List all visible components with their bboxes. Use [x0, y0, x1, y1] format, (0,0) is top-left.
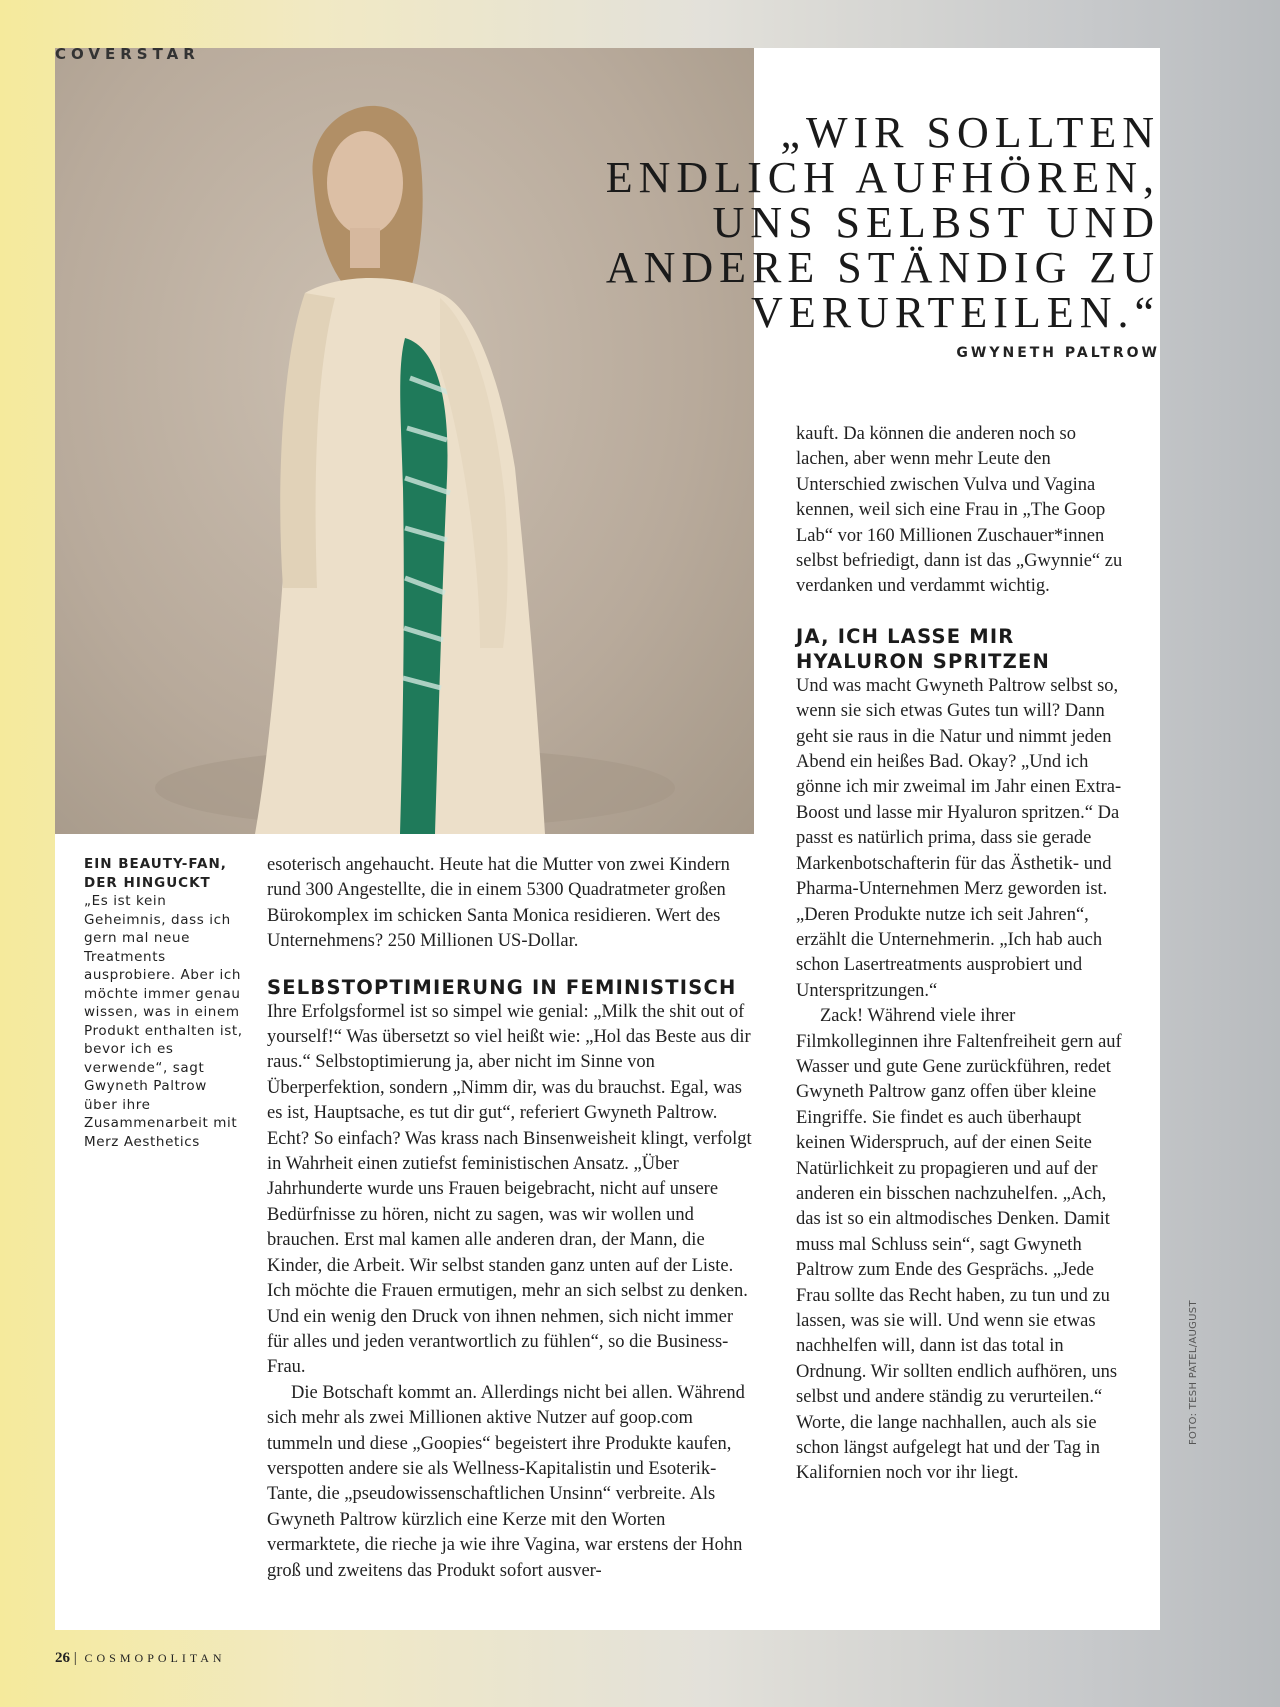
article-column-left [267, 853, 757, 1584]
page-footer [55, 1650, 226, 1667]
quote-line: ANDERE STÄNDIG ZU [605, 243, 1160, 292]
section-label: COVERSTAR [55, 45, 200, 63]
article-paragraph: kauft. Da können die anderen noch so lachen, aber wenn mehr Leute den Unterschied zwischen Vulva und Vagina kennen, weil sich eine Frau in „The Goop Lab“ vor 160 Millionen Zuschauer*innen selbst befriedigt, dann ist das „Gwynnie“ zu verdanken und verdammt wichtig. [796, 424, 1123, 597]
article-subhead: SELBSTOPTIMIERUNG IN FEMINISTISCH [267, 975, 737, 999]
quote-line: VERURTEILEN.“ [751, 288, 1160, 337]
quote-line: ENDLICH AUFHÖREN, [605, 153, 1160, 202]
pull-quote [560, 110, 1160, 335]
quote-line: „WIR SOLLTEN [780, 108, 1160, 157]
magazine-name: COSMOPOLITAN [84, 1651, 226, 1665]
quote-author: GWYNETH PALTROW [956, 345, 1160, 361]
photo-caption [84, 855, 244, 1151]
photo-credit: FOTO: TESH PATEL/AUGUST [1188, 1300, 1199, 1445]
article-paragraph: Zack! Während viele ihrer Filmkolleginnen ihre Faltenfreiheit gern auf Wasser und gute Gene zurückführen, redet Gwyneth Paltrow ganz offen über kleine Eingriffe. Sie findet es auch überhaupt keinen Widerspruch, auf der einen Seite Natürlichkeit zu propagieren und auf der anderen ein bisschen nachzuhelfen. „Ach, das ist so ein altmodisches Denken. Damit muss mal Schluss sein“, sagt Gwyneth Paltrow zum Ende des Gesprächs. „Jede Frau sollte das Recht haben, zu tun und zu lassen, was sie will. Und wenn sie etwas nachhelfen will, dann ist das total in Ordnung. Wir sollten endlich aufhören, uns selbst und andere ständig zu verurteilen.“ Worte, die lange nachhallen, auch als sie schon längst aufgelegt hat und der Tag in Kalifornien noch vor ihr liegt. [796, 1006, 1122, 1484]
quote-line: UNS SELBST UND [712, 198, 1160, 247]
page-number: 26 [55, 1650, 70, 1666]
caption-text: „Es ist kein Geheimnis, dass ich gern mal neue Treatments ausprobiere. Aber ich möchte immer genau wissen, was in einem Produkt enthalten ist, bevor ich es verwende“, sagt Gwyneth Paltrow über ihre Zusammenarbeit mit Merz Aesthetics [84, 893, 243, 1150]
article-paragraph: Die Botschaft kommt an. Allerdings nicht bei allen. Während sich mehr als zwei Millionen aktive Nutzer auf goop.com tummeln und diese „Goopies“ begeistert ihre Produkte kaufen, verspotten andere sie als Wellness-Kapitalistin und Esoterik-Tante, die „pseudowissenschaftlichen Unsinn“ verbreite. Als Gwyneth Paltrow kürzlich eine Kerze mit den Worten vermarktete, die rieche ja wie ihre Vagina, war erstens der Hohn groß und zweitens das Produkt sofort ausver- [267, 1382, 745, 1581]
article-paragraph: esoterisch angehaucht. Heute hat die Mutter von zwei Kindern rund 300 Angestellte, die in einem 5300 Quadratmeter großen Bürokomplex im schicken Santa Monica residieren. Wert des Unternehmens? 250 Millionen US-Dollar. [267, 855, 730, 952]
footer-separator: | [73, 1650, 77, 1666]
caption-title: EIN BEAUTY-FAN, DER HINGUCKT [84, 856, 227, 891]
article-paragraph: Und was macht Gwyneth Paltrow selbst so, wenn sie sich etwas Gutes tun will? Dann geht sie raus in die Natur und nimmt jeden Abend ein heißes Bad. Okay? „Und ich gönne ich mir zweimal im Jahr einen Extra-Boost und lasse mir Hyaluron spritzen.“ Da passt es natürlich prima, dass sie gerade Markenbotschafterin für das Ästhetik- und Pharma-Unternehmen Merz geworden ist. „Deren Produkte nutze ich seit Jahren“, erzählt die Unternehmerin. „Ich hab auch schon Lasertreatments ausprobiert und Unterspritzungen.“ [796, 675, 1122, 1001]
article-paragraph: Ihre Erfolgsformel ist so simpel wie genial: „Milk the shit out of yourself!“ Was übersetzt so viel heißt wie: „Hol das Beste aus dir raus.“ Selbstoptimierung ja, aber nicht im Sinne von Überperfektion, sondern „Nimm dir, was du brauchst. Egal, was es ist, Hauptsache, es tut dir gut“, referiert Gwyneth Paltrow. Echt? So einfach? Was krass nach Binsenweisheit klingt, verfolgt in Wahrheit einen zutiefst feministischen Ansatz. „Über Jahrhunderte wurde uns Frauen beigebracht, nicht auf unsere Bedürfnisse zu hören, nicht zu sagen, was wir wollen und brauchen. Erst mal kamen alle anderen dran, der Mann, die Kinder, die Arbeit. Wir selbst standen ganz unten auf der Liste. Ich möchte die Frauen ermutigen, mehr an sich selbst zu denken. Und ein wenig den Druck von ihnen nehmen, sich nicht immer für alles und jeden verantwortlich zu fühlen“, so die Business-Frau. [267, 1001, 752, 1378]
article-column-right [796, 422, 1130, 1487]
article-subhead: JA, ICH LASSE MIR HYALURON SPRITZEN [796, 624, 1051, 673]
